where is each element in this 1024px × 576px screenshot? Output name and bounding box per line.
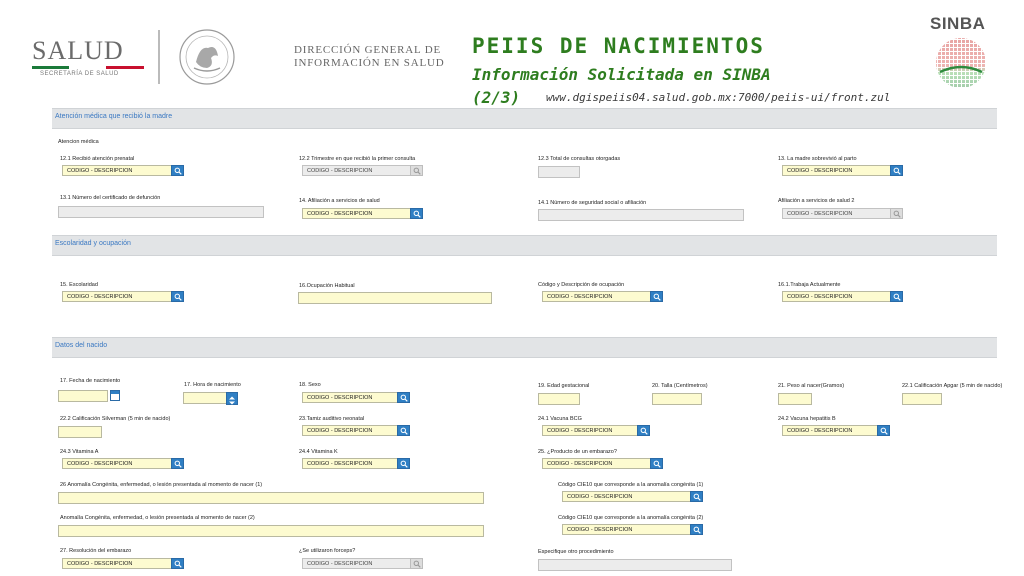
search-icon[interactable] bbox=[410, 208, 423, 219]
search-icon[interactable] bbox=[690, 491, 703, 502]
section-title: Escolaridad y ocupación bbox=[55, 240, 131, 247]
combo-field[interactable]: CODIGO - DESCRIPCION bbox=[302, 208, 410, 219]
salud-wordmark: SALUD bbox=[32, 36, 124, 65]
peso-input[interactable] bbox=[778, 393, 812, 405]
cie10-1-combo[interactable] bbox=[562, 491, 703, 502]
codigo-ocupacion-combo[interactable] bbox=[542, 291, 663, 302]
afil2-label: Afiliación a servicios de salud 2 bbox=[778, 198, 855, 204]
anomalia-1-input[interactable] bbox=[58, 492, 484, 504]
codigo-ocupacion-label: Código y Descripción de ocupación bbox=[538, 282, 625, 288]
section-header-atencion[interactable] bbox=[52, 108, 997, 129]
combo-field[interactable]: CODIGO - DESCRIPCION bbox=[562, 524, 690, 535]
sexo-combo[interactable] bbox=[302, 392, 410, 403]
f23-label: 23.Tamiz auditivo neonatal bbox=[299, 416, 365, 422]
search-icon[interactable] bbox=[410, 558, 423, 569]
f20-label: 20. Talla (Centímetros) bbox=[652, 383, 708, 389]
edad-gestacional-input[interactable] bbox=[538, 393, 580, 405]
combo-field[interactable]: CODIGO - DESCRIPCION bbox=[782, 425, 877, 436]
f27-label: 27. Resolución del embarazo bbox=[60, 548, 132, 554]
section-title: Atención médica que recibió la madre bbox=[55, 113, 173, 120]
trabaja-actualmente-combo[interactable] bbox=[782, 291, 903, 302]
search-icon[interactable] bbox=[650, 291, 663, 302]
madre-sobrevivio-combo[interactable] bbox=[782, 165, 903, 176]
combo-field[interactable]: CODIGO - DESCRIPCION bbox=[302, 425, 397, 436]
combo-field[interactable]: CODIGO - DESCRIPCION bbox=[62, 458, 171, 469]
total-consultas-input[interactable] bbox=[538, 166, 580, 178]
f12-2-label: 12.2 Trimestre en que recibió la primer consulta bbox=[299, 156, 416, 162]
trimestre-combo[interactable] bbox=[302, 165, 423, 176]
calendar-icon[interactable] bbox=[110, 390, 120, 401]
combo-field[interactable]: CODIGO - DESCRIPCION bbox=[782, 165, 890, 176]
search-icon[interactable] bbox=[171, 558, 184, 569]
combo-field[interactable]: CODIGO - DESCRIPCION bbox=[782, 291, 890, 302]
f24-1-label: 24.1 Vacuna BCG bbox=[538, 416, 582, 422]
combo-field[interactable]: CODIGO - DESCRIPCION bbox=[62, 558, 171, 569]
section-title: Datos del nacido bbox=[55, 342, 108, 349]
anomalia-2-input[interactable] bbox=[58, 525, 484, 537]
f14-1-label: 14.1 Número de seguridad social o afiliación bbox=[538, 200, 647, 206]
f14-label: 14. Afiliación a servicios de salud bbox=[299, 198, 380, 204]
vitamina-a-combo[interactable] bbox=[62, 458, 184, 469]
combo-field[interactable]: CODIGO - DESCRIPCION bbox=[562, 491, 690, 502]
page-counter: (2/3) bbox=[472, 88, 521, 107]
page-title: PEIIS DE NACIMIENTOS bbox=[472, 34, 765, 58]
f17-label: 17. Fecha de nacimiento bbox=[60, 378, 121, 384]
search-icon[interactable] bbox=[890, 208, 903, 219]
hora-nacimiento-input[interactable] bbox=[183, 392, 227, 404]
f24-4-label: 24.4 Vitamina K bbox=[299, 449, 338, 455]
f16-1-label: 16.1.Trabaja Actualmente bbox=[778, 282, 841, 288]
otro-procedimiento-label: Especifique otro procedimiento bbox=[538, 549, 614, 555]
dg-line-1: DIRECCIÓN GENERAL DE bbox=[294, 44, 441, 56]
combo-field[interactable]: CODIGO - DESCRIPCION bbox=[302, 392, 397, 403]
flag-stripe bbox=[32, 66, 144, 69]
apgar-input[interactable] bbox=[902, 393, 942, 405]
time-spinner-icon[interactable] bbox=[226, 392, 238, 405]
mexico-seal-icon bbox=[178, 28, 236, 86]
f15-label: 15. Escolaridad bbox=[60, 282, 98, 288]
forceps-combo[interactable] bbox=[302, 558, 423, 569]
sinba-wordmark: SINBA bbox=[930, 14, 986, 33]
f22-1-label: 22.1 Calificación Apgar (5 min de nacido) bbox=[902, 383, 1003, 389]
atencion-medica-label: Atencion médica bbox=[58, 139, 99, 145]
vacuna-hepatitis-combo[interactable] bbox=[782, 425, 890, 436]
cie2-label: Código CIE10 que corresponde a la anomalía congénita (2) bbox=[558, 515, 704, 521]
sinba-globe-icon bbox=[934, 36, 988, 90]
combo-field[interactable]: CODIGO - DESCRIPCION bbox=[302, 165, 410, 176]
f26-label: 26 Anomalía Congénita, enfermedad, o lesión presentada al momento de nacer (1) bbox=[60, 482, 263, 488]
silverman-input[interactable] bbox=[58, 426, 102, 438]
ocupacion-habitual-input[interactable] bbox=[298, 292, 492, 304]
search-icon[interactable] bbox=[171, 458, 184, 469]
f24-3-label: 24.3 Vitamina A bbox=[60, 449, 99, 455]
f24-2-label: 24.2 Vacuna hepatitis B bbox=[778, 416, 836, 422]
page-subtitle: Información Solicitada en SINBA bbox=[472, 65, 771, 84]
f13-label: 13. La madre sobrevivió al parto bbox=[778, 156, 857, 162]
combo-field[interactable]: CODIGO - DESCRIPCION bbox=[542, 425, 637, 436]
atencion-prenatal-combo[interactable] bbox=[62, 165, 184, 176]
f19-label: 19. Edad gestacional bbox=[538, 383, 590, 389]
search-icon[interactable] bbox=[890, 291, 903, 302]
header-divider bbox=[158, 30, 160, 84]
combo-field[interactable]: CODIGO - DESCRIPCION bbox=[302, 558, 410, 569]
search-icon[interactable] bbox=[690, 524, 703, 535]
section-header-escolaridad[interactable] bbox=[52, 235, 997, 256]
cie1-label: Código CIE10 que corresponde a la anomalía congénita (1) bbox=[558, 482, 704, 488]
talla-input[interactable] bbox=[652, 393, 702, 405]
combo-field[interactable]: CODIGO - DESCRIPCION bbox=[62, 291, 171, 302]
tamiz-auditivo-combo[interactable] bbox=[302, 425, 410, 436]
forceps-label: ¿Se utilizaron forceps? bbox=[299, 548, 356, 554]
fecha-nacimiento-input[interactable] bbox=[58, 390, 108, 402]
combo-field[interactable]: CODIGO - DESCRIPCION bbox=[542, 291, 650, 302]
f26-2-label: Anomalía Congénita, enfermedad, o lesión presentada al momento de nacer (2) bbox=[60, 515, 255, 521]
cie10-2-combo[interactable] bbox=[562, 524, 703, 535]
producto-embarazo-combo[interactable] bbox=[542, 458, 663, 469]
f16-label: 16.Ocupación Habitual bbox=[299, 283, 355, 289]
search-icon[interactable] bbox=[397, 458, 410, 469]
search-icon[interactable] bbox=[171, 291, 184, 302]
search-icon[interactable] bbox=[890, 165, 903, 176]
search-icon[interactable] bbox=[650, 458, 663, 469]
seguridad-social-input[interactable] bbox=[538, 209, 744, 221]
afiliacion-combo[interactable] bbox=[302, 208, 423, 219]
vitamina-k-combo[interactable] bbox=[302, 458, 410, 469]
search-icon[interactable] bbox=[397, 425, 410, 436]
combo-field[interactable]: CODIGO - DESCRIPCION bbox=[62, 165, 171, 176]
f22-2-label: 22.2 Calificación Silverman (5 min de nacido) bbox=[60, 416, 171, 422]
secretaria-label: SECRETARÍA DE SALUD bbox=[40, 71, 119, 77]
f12-1-label: 12.1 Recibió atención prenatal bbox=[60, 156, 135, 162]
vacuna-bcg-combo[interactable] bbox=[542, 425, 650, 436]
search-icon[interactable] bbox=[877, 425, 890, 436]
combo-field[interactable]: CODIGO - DESCRIPCION bbox=[302, 458, 397, 469]
resolucion-embarazo-combo[interactable] bbox=[62, 558, 184, 569]
f21-label: 21. Peso al nacer(Gramos) bbox=[778, 383, 845, 389]
certificado-defuncion-input[interactable] bbox=[58, 206, 264, 218]
source-url: www.dgispeiis04.salud.gob.mx:7000/peiis-ui/front.zul bbox=[546, 91, 891, 104]
section-header-nacido[interactable] bbox=[52, 337, 997, 358]
dg-line-2: INFORMACIÓN EN SALUD bbox=[294, 57, 445, 69]
search-icon[interactable] bbox=[397, 392, 410, 403]
f25-label: 25. ¿Producto de un embarazo? bbox=[538, 449, 617, 455]
f13-1-label: 13.1 Número del certificado de defunción bbox=[60, 195, 161, 201]
escolaridad-combo[interactable] bbox=[62, 291, 184, 302]
afiliacion-2-combo[interactable] bbox=[782, 208, 903, 219]
search-icon[interactable] bbox=[637, 425, 650, 436]
search-icon[interactable] bbox=[410, 165, 423, 176]
f17-hora-label: 17. Hora de nacimiento bbox=[184, 382, 241, 388]
f18-label: 18. Sexo bbox=[299, 382, 321, 388]
combo-field[interactable]: CODIGO - DESCRIPCION bbox=[782, 208, 890, 219]
combo-field[interactable]: CODIGO - DESCRIPCION bbox=[542, 458, 650, 469]
otro-procedimiento-input[interactable] bbox=[538, 559, 732, 571]
f12-3-label: 12.3 Total de consultas otorgadas bbox=[538, 156, 621, 162]
search-icon[interactable] bbox=[171, 165, 184, 176]
salud-logo bbox=[32, 36, 152, 80]
